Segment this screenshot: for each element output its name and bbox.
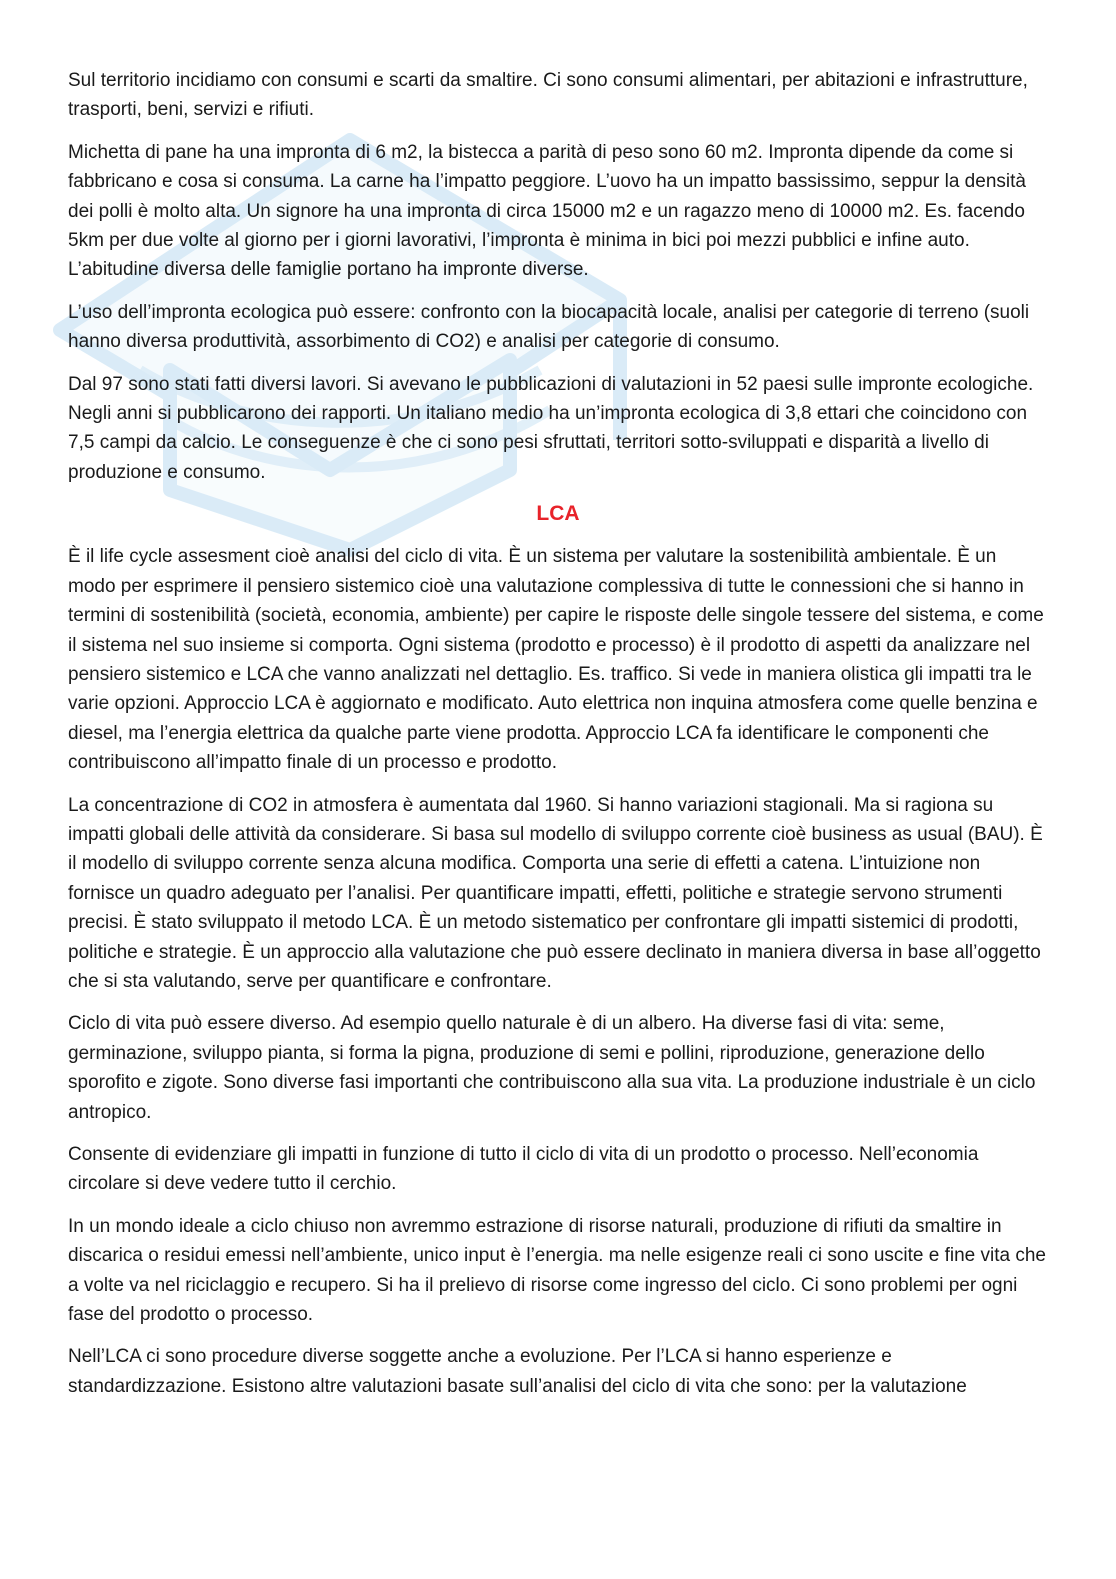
- paragraph: In un mondo ideale a ciclo chiuso non avremmo estrazione di risorse naturali, produzione di rifiuti da smaltire in discarica o residui emessi nell’ambiente, unico input è l’energia. ma nelle esigenze reali ci sono uscite e fine vita che a volte va nel riciclaggio e recupero. Si ha il prelievo di risorse come ingresso del ciclo. Ci sono problemi per ogni fase del prodotto o processo.: [68, 1215, 1046, 1326]
- paragraph: L’uso dell’impronta ecologica può essere: confronto con la biocapacità locale, analisi per categorie di terreno (suoli hanno diversa produttività, assorbimento di CO2) e analisi per categorie di consumo.: [68, 301, 1030, 353]
- section-heading-lca: LCA: [536, 502, 580, 526]
- document-body: [68, 66, 1048, 1414]
- paragraph: Consente di evidenziare gli impatti in funzione di tutto il ciclo di vita di un prodotto o processo. Nell’economia circolare si deve vedere tutto il cerchio.: [68, 1144, 979, 1195]
- paragraph: La concentrazione di CO2 in atmosfera è aumentata dal 1960. Si hanno variazioni stagionali. Ma si ragiona su impatti globali delle attività da considerare. Si basa sul modello di sviluppo corrente cioè business as usual (BAU). È il modello di sviluppo corrente senza alcuna modifica. Comporta una serie di effetti a catena. L’intuizione non fornisce un quadro adeguato per l’analisi. Per quantificare impatti, effetti, politiche e strategie servono strumenti precisi. È stato sviluppato il metodo LCA. È un metodo sistematico per confrontare gli impatti sistemici di prodotti, politiche e strategie. È un approccio alla valutazione che può essere declinato in maniera diversa in base all’oggetto che si sta valutando, serve per quantificare e confrontare.: [68, 794, 1043, 992]
- paragraph: Dal 97 sono stati fatti diversi lavori. Si avevano le pubblicazioni di valutazioni in 52 paesi sulle impronte ecologiche. Negli anni si pubblicarono dei rapporti. Un italiano medio ha un’impronta ecologica di 3,8 ettari che coincidono con 7,5 campi da calcio. Le conseguenze è che ci sono pesi sfruttati, territori sotto-sviluppati e disparità a livello di produzione e consumo.: [68, 373, 1034, 483]
- paragraph: Ciclo di vita può essere diverso. Ad esempio quello naturale è di un albero. Ha diverse fasi di vita: seme, germinazione, sviluppo pianta, si forma la pigna, produzione di semi e pollini, riproduzione, generazione dello sporofito e zigote. Sono diverse fasi importanti che contribuiscono alla sua vita. La produzione industriale è un ciclo antropico.: [68, 1013, 1036, 1123]
- paragraph: Sul territorio incidiamo con consumi e scarti da smaltire. Ci sono consumi alimentari, per abitazioni e infrastrutture, trasporti, beni, servizi e rifiuti.: [68, 70, 1028, 121]
- paragraph: Nell’LCA ci sono procedure diverse soggette anche a evoluzione. Per l’LCA si hanno esperienze e standardizzazione. Esistono altre valutazioni basate sull’analisi del ciclo di vita che sono: per la valutazione: [68, 1346, 967, 1397]
- paragraph: Michetta di pane ha una impronta di 6 m2, la bistecca a parità di peso sono 60 m2. Impronta dipende da come si fabbricano e cosa si consuma. La carne ha l’impatto peggiore. L’uovo ha un impatto bassissimo, seppur la densità dei polli è molto alta. Un signore ha una impronta di circa 15000 m2 e un ragazzo meno di 10000 m2. Es. facendo 5km per due volte al giorno per i giorni lavorativi, l’impronta è minima in bici poi mezzi pubblici e infine auto. L’abitudine diversa delle famiglie portano ha impronte diverse.: [68, 141, 1026, 281]
- paragraph: È il life cycle assesment cioè analisi del ciclo di vita. È un sistema per valutare la sostenibilità ambientale. È un modo per esprimere il pensiero sistemico cioè una valutazione complessiva di tutte le connessioni che si hanno in termini di sostenibilità (società, economia, ambiente) per capire le risposte delle singole tessere del sistema, e come il sistema nel suo insieme si comporta. Ogni sistema (prodotto e processo) è il prodotto di aspetti da analizzare nel pensiero sistemico e LCA che vanno analizzati nel dettaglio. Es. traffico. Si vede in maniera olistica gli impatti tra le varie opzioni. Approccio LCA è aggiornato e modificato. Auto elettrica non inquina atmosfera come quelle benzina e diesel, ma l’energia elettrica da qualche parte viene prodotta. Approccio LCA fa identificare le componenti che contribuiscono all’impatto finale di un processo e prodotto.: [68, 546, 1044, 774]
